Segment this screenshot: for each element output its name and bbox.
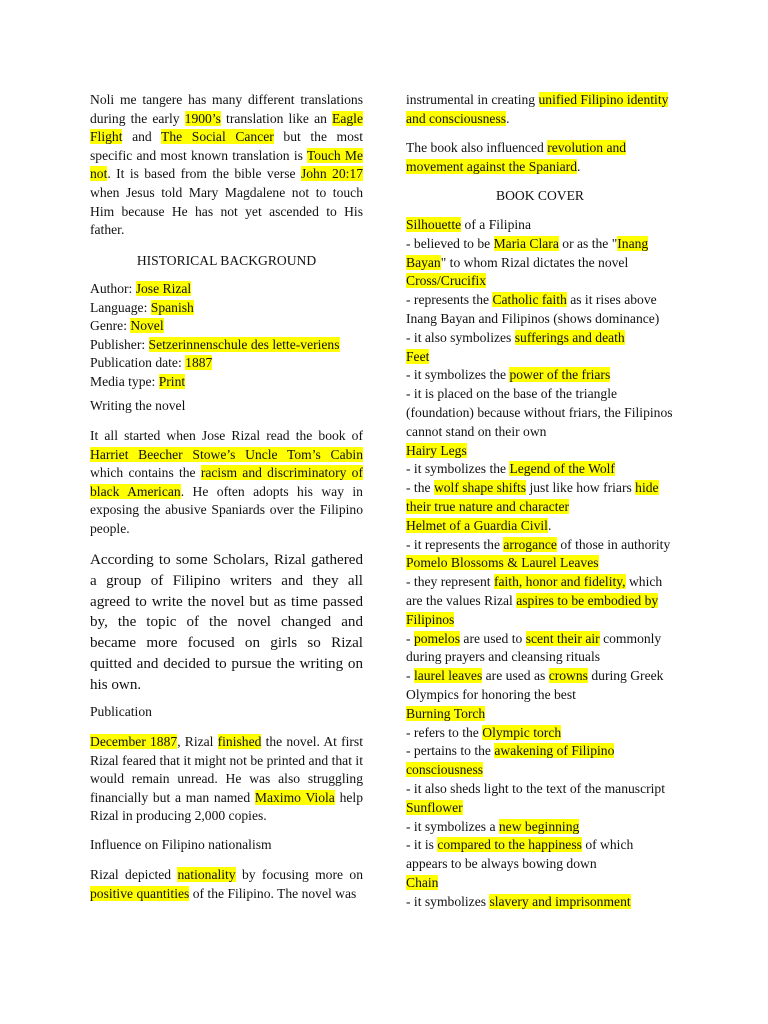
- text-run: - it represents the: [406, 536, 504, 552]
- highlighted-text: 1900’s: [184, 110, 221, 126]
- text-run: of the Filipino. The novel was: [189, 885, 357, 901]
- text-run: are used to: [460, 630, 526, 646]
- writing-paragraph-1: [90, 427, 363, 539]
- cover-line: [406, 893, 674, 912]
- text-run: or as the ": [558, 235, 618, 251]
- text-run: Language:: [90, 299, 151, 315]
- highlighted-text: crowns: [548, 668, 588, 684]
- influence-paragraph: [90, 866, 363, 903]
- text-run: According to some Scholars, Rizal gathered a group of Filipino writers and they all agreed to write the novel but as time passed by, the topic of the novel changed and became more focused on girls so Rizal quitted and decided to pursue the writing on his own.: [90, 552, 363, 693]
- text-run: - it also symbolizes: [406, 329, 515, 345]
- highlighted-text: unified Filipino identity and consciousness: [406, 92, 669, 126]
- intro-paragraph: [90, 91, 363, 240]
- book-cover-list: [406, 216, 674, 911]
- highlighted-text: Cross/Crucifix: [406, 273, 487, 289]
- text-run: appears to be always bowing down: [406, 856, 597, 872]
- cover-line: [406, 799, 674, 818]
- book-cover-heading: BOOK COVER: [496, 188, 584, 203]
- text-run: help Rizal in producing 2,000 copies.: [90, 789, 363, 824]
- text-run: commonly: [599, 630, 662, 646]
- highlighted-text: aspires to be embodied by: [516, 592, 659, 608]
- highlighted-text: power of the friars: [509, 367, 611, 383]
- influence-heading: Influence on Filipino nationalism: [90, 837, 272, 852]
- highlighted-text: 1887: [185, 355, 213, 371]
- text-run: Author:: [90, 281, 136, 296]
- highlighted-text: hide: [635, 480, 659, 496]
- text-run: -: [406, 630, 414, 646]
- text-run: - believed to be: [406, 235, 494, 251]
- highlighted-text: arrogance: [503, 536, 557, 552]
- highlighted-text: Chain: [406, 874, 439, 890]
- text-run: Publisher:: [90, 336, 149, 352]
- text-run: Noli me tangere has many different translations during the early: [90, 92, 363, 126]
- text-run: . He often adopts his way in exposing the abusive Spaniards over the Filipino people.: [90, 483, 363, 536]
- highlighted-text: nationality: [177, 867, 236, 882]
- text-run: instrumental in creating: [406, 92, 539, 107]
- highlighted-text: Maximo Viola: [254, 789, 335, 805]
- highlighted-text: laurel leaves: [413, 668, 483, 684]
- writing-heading: Writing the novel: [90, 398, 186, 413]
- cover-line: [406, 460, 674, 479]
- text-run: and: [122, 129, 162, 145]
- text-run: .: [506, 110, 510, 126]
- cover-line: [406, 573, 674, 592]
- detail-publisher: [90, 336, 363, 355]
- highlighted-text: Silhouette: [406, 217, 462, 232]
- publication-paragraph: [90, 733, 363, 826]
- text-run: - it also sheds light to the text of the manuscript: [406, 780, 665, 796]
- cover-line: [406, 498, 674, 517]
- text-run: - it is: [406, 837, 438, 853]
- highlighted-text: Bayan: [406, 254, 441, 270]
- text-run: - pertains to the: [406, 743, 495, 759]
- influence-paragraph-2: [406, 139, 674, 176]
- text-run: - they represent: [406, 574, 494, 590]
- cover-line: [406, 592, 674, 611]
- text-run: - it is placed on the base of the triangle: [406, 386, 618, 402]
- cover-line: [406, 310, 674, 329]
- cover-line: [406, 235, 674, 254]
- text-run: Inang Bayan and Filipinos (shows dominance): [406, 310, 660, 326]
- highlighted-text: Touch Me not: [90, 147, 363, 182]
- highlighted-text: awakening of Filipino: [494, 743, 615, 759]
- text-run: - it symbolizes a: [406, 818, 499, 834]
- detail-genre: [90, 317, 363, 336]
- highlighted-text: Olympic torch: [482, 724, 562, 740]
- cover-line: [406, 724, 674, 743]
- cover-line: [406, 216, 674, 235]
- text-run: Rizal depicted: [90, 867, 178, 882]
- cover-line: [406, 536, 674, 555]
- highlighted-text: Catholic faith: [492, 292, 567, 308]
- highlighted-text: Eagle Flight: [90, 110, 363, 145]
- cover-line: [406, 517, 674, 536]
- text-run: - represents the: [406, 292, 493, 308]
- cover-line: [406, 611, 674, 630]
- cover-line: [406, 366, 674, 385]
- cover-line: [406, 836, 674, 855]
- cover-line: [406, 818, 674, 837]
- cover-line: [406, 404, 674, 423]
- text-run: It all started when Jose Rizal read the book of: [90, 428, 363, 443]
- cover-line: [406, 291, 674, 310]
- highlighted-text: wolf shape shifts: [433, 480, 527, 496]
- highlighted-text: compared to the happiness: [437, 837, 582, 853]
- highlighted-text: Maria Clara: [493, 235, 559, 251]
- highlighted-text: revolution and movement against the Spaniard: [406, 140, 627, 174]
- highlighted-text: Inang: [617, 235, 649, 251]
- text-run: - it symbolizes the: [406, 367, 510, 383]
- highlighted-text: scent their air: [525, 630, 600, 646]
- book-details: [90, 280, 363, 392]
- highlighted-text: Pomelo Blossoms & Laurel Leaves: [406, 555, 599, 571]
- text-run: -: [406, 668, 414, 684]
- text-run: " to whom Rizal dictates the novel: [440, 254, 629, 270]
- cover-line: [406, 630, 674, 649]
- highlighted-text: Jose Rizal: [135, 281, 192, 296]
- text-run: of which: [581, 837, 634, 853]
- highlighted-text: their true nature and character: [406, 498, 570, 514]
- cover-line: [406, 479, 674, 498]
- text-run: of those in authority: [556, 536, 671, 552]
- text-run: Publication date:: [90, 355, 186, 371]
- text-run: - refers to the: [406, 724, 483, 740]
- text-run: which contains the: [90, 465, 201, 481]
- text-run: - it symbolizes: [406, 893, 490, 909]
- text-run: , Rizal: [177, 734, 218, 749]
- highlighted-text: slavery and imprisonment: [489, 893, 631, 909]
- highlighted-text: faith, honor and fidelity,: [493, 574, 626, 590]
- text-run: as it rises above: [566, 292, 657, 308]
- detail-author: [90, 280, 363, 299]
- highlighted-text: Helmet of a Guardia Civil: [406, 517, 548, 533]
- cover-line: [406, 385, 674, 404]
- text-run: the novel. At first Rizal feared that it might not be printed and that it would remain unread. He was also struggling financially but a man named: [90, 734, 363, 805]
- cover-line: [406, 423, 674, 442]
- highlighted-text: Burning Torch: [406, 705, 486, 721]
- highlighted-text: Spanish: [150, 299, 194, 315]
- cover-line: [406, 780, 674, 799]
- detail-language: [90, 299, 363, 318]
- cover-line: [406, 272, 674, 291]
- publication-heading: Publication: [90, 704, 152, 719]
- highlighted-text: Setzerinnenschule des lette-veriens: [148, 336, 340, 352]
- cover-line: [406, 554, 674, 573]
- highlighted-text: The Social Cancer: [161, 129, 274, 145]
- text-run: - the: [406, 480, 434, 496]
- text-run: cannot stand on their own: [406, 423, 547, 439]
- cover-line: [406, 686, 674, 705]
- cover-line: [406, 761, 674, 780]
- cover-line: [406, 329, 674, 348]
- text-run: are used as: [482, 668, 549, 684]
- highlighted-text: John 20:17: [300, 166, 363, 182]
- text-run: of a Filipina: [461, 217, 531, 232]
- highlighted-text: Sunflower: [406, 799, 463, 815]
- cover-line: [406, 667, 674, 686]
- cover-line: [406, 348, 674, 367]
- text-run: are the values Rizal: [406, 592, 517, 608]
- text-run: Genre:: [90, 318, 131, 334]
- continued-paragraph: [406, 91, 674, 128]
- highlighted-text: Filipinos: [406, 611, 455, 627]
- highlighted-text: finished: [217, 734, 262, 749]
- text-run: translation like an: [220, 110, 333, 126]
- highlighted-text: Legend of the Wolf: [509, 461, 615, 477]
- cover-line: [406, 855, 674, 874]
- detail-media-type: [90, 373, 363, 392]
- text-run: .: [577, 158, 581, 174]
- cover-line: [406, 742, 674, 761]
- text-run: just like how friars: [526, 480, 636, 496]
- highlighted-text: Hairy Legs: [406, 442, 467, 458]
- highlighted-text: December 1887: [90, 734, 178, 749]
- highlighted-text: consciousness: [406, 762, 484, 778]
- text-run: - it symbolizes the: [406, 461, 510, 477]
- text-run: when Jesus told Mary Magdalene not to touch Him because He has not yet ascended to His father.: [90, 184, 363, 238]
- historical-background-heading: HISTORICAL BACKGROUND: [136, 253, 317, 268]
- highlighted-text: Novel: [130, 318, 164, 334]
- highlighted-text: pomelos: [413, 630, 461, 646]
- text-run: by focusing more on: [235, 867, 364, 882]
- text-run: during Greek: [587, 668, 664, 684]
- writing-paragraph-2: [90, 550, 363, 696]
- highlighted-text: sufferings and death: [514, 329, 625, 345]
- detail-publication-date: [90, 354, 363, 373]
- highlighted-text: positive quantities: [90, 885, 190, 901]
- highlighted-text: Print: [158, 373, 186, 389]
- highlighted-text: Harriet Beecher Stowe’s Uncle Tom’s Cabin: [90, 446, 363, 462]
- text-run: Media type:: [90, 373, 159, 389]
- text-run: The book also influenced: [406, 140, 548, 155]
- text-run: but the most specific and most known translation is: [90, 129, 363, 163]
- cover-line: [406, 648, 674, 667]
- text-run: Olympics for honoring the best: [406, 686, 576, 702]
- cover-line: [406, 254, 674, 273]
- text-run: which: [625, 574, 663, 590]
- highlighted-text: racism and discriminatory of black American: [90, 465, 363, 499]
- highlighted-text: Feet: [406, 348, 430, 364]
- highlighted-text: new beginning: [498, 818, 580, 834]
- cover-line: [406, 705, 674, 724]
- text-run: .: [547, 517, 552, 533]
- cover-line: [406, 874, 674, 893]
- text-run: (foundation) because without friars, the Filipinos: [406, 404, 673, 420]
- cover-line: [406, 442, 674, 461]
- text-run: . It is based from the bible verse: [107, 166, 301, 182]
- text-run: during prayers and cleansing rituals: [406, 649, 601, 665]
